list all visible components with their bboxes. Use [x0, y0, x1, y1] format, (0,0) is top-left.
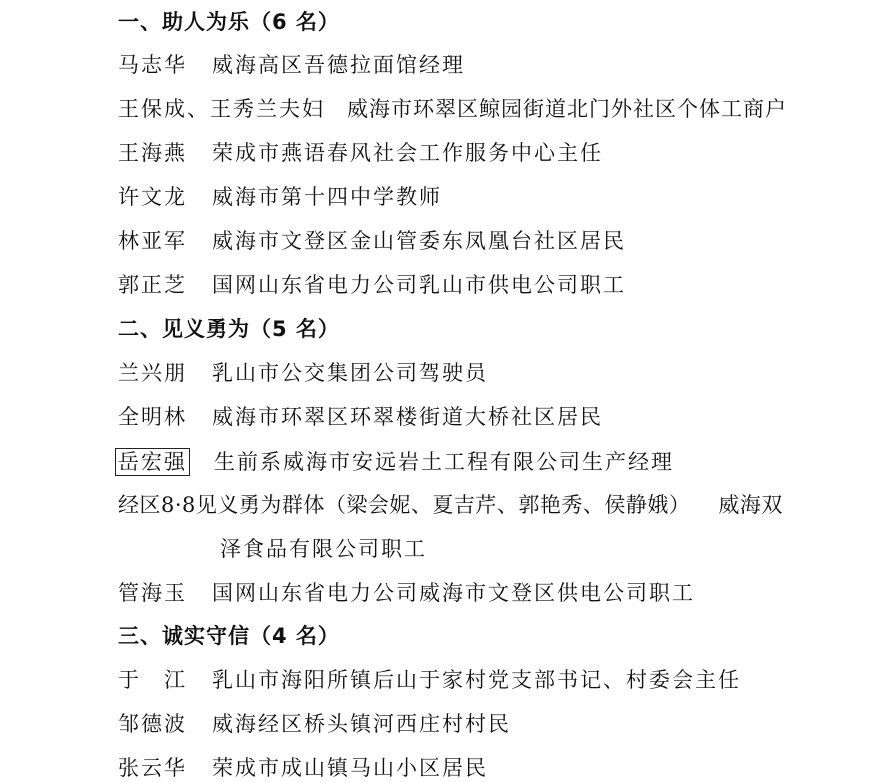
person-description: 国网山东省电力公司乳山市供电公司职工	[212, 273, 626, 297]
person-description: 乳山市海阳所镇后山于家村党支部书记、村委会主任	[212, 668, 741, 692]
person-name: 兰兴朋	[118, 361, 187, 385]
list-item	[118, 52, 465, 78]
list-item	[118, 580, 695, 606]
person-description: 威海经区桥头镇河西庄村村民	[212, 712, 511, 736]
person-description: 威海双	[718, 493, 783, 517]
person-description: 威海高区吾德拉面馆经理	[212, 53, 465, 77]
person-description: 荣成市燕语春风社会工作服务中心主任	[212, 141, 603, 165]
list-item	[118, 96, 787, 122]
group-name: 经区8·8见义勇为群体（梁会妮、夏吉芹、郭艳秀、侯静娥）	[118, 493, 691, 517]
list-item	[118, 272, 626, 298]
person-description: 威海市环翠区环翠楼街道大桥社区居民	[212, 405, 603, 429]
person-name: 邹德波	[118, 712, 187, 736]
list-item	[118, 404, 603, 430]
person-name: 王保成、王秀兰夫妇	[118, 97, 325, 121]
person-name: 管海玉	[118, 581, 187, 605]
person-description: 国网山东省电力公司威海市文登区供电公司职工	[212, 581, 695, 605]
list-item	[118, 492, 783, 518]
list-item	[118, 755, 488, 781]
person-name: 张云华	[118, 756, 187, 780]
section-heading: 一、助人为乐（6 名）	[118, 10, 340, 34]
list-item	[118, 360, 488, 386]
person-name: 林亚军	[118, 229, 187, 253]
person-name: 于 江	[118, 668, 187, 692]
person-description: 乳山市公交集团公司驾驶员	[212, 361, 488, 385]
person-description: 生前系威海市安远岩土工程有限公司生产经理	[214, 450, 674, 474]
list-item	[118, 667, 741, 693]
person-name: 许文龙	[118, 185, 187, 209]
list-item	[118, 711, 511, 737]
list-item-continuation: 泽食品有限公司职工	[220, 537, 427, 561]
person-name: 全明林	[118, 405, 187, 429]
person-description: 荣成市成山镇马山小区居民	[212, 756, 488, 780]
list-item	[118, 228, 626, 254]
person-name: 王海燕	[118, 141, 187, 165]
person-name: 岳宏强	[115, 448, 190, 476]
list-item	[118, 140, 603, 166]
section-heading: 三、诚实守信（4 名）	[118, 624, 340, 648]
list-item	[118, 448, 674, 476]
section-heading: 二、见义勇为（5 名）	[118, 317, 340, 341]
person-description: 威海市第十四中学教师	[212, 185, 442, 209]
list-item	[118, 184, 442, 210]
person-description: 威海市文登区金山管委东凤凰台社区居民	[212, 229, 626, 253]
person-name: 郭正芝	[118, 273, 187, 297]
person-description: 威海市环翠区鲸园街道北门外社区个体工商户	[347, 97, 787, 121]
person-name: 马志华	[118, 53, 187, 77]
